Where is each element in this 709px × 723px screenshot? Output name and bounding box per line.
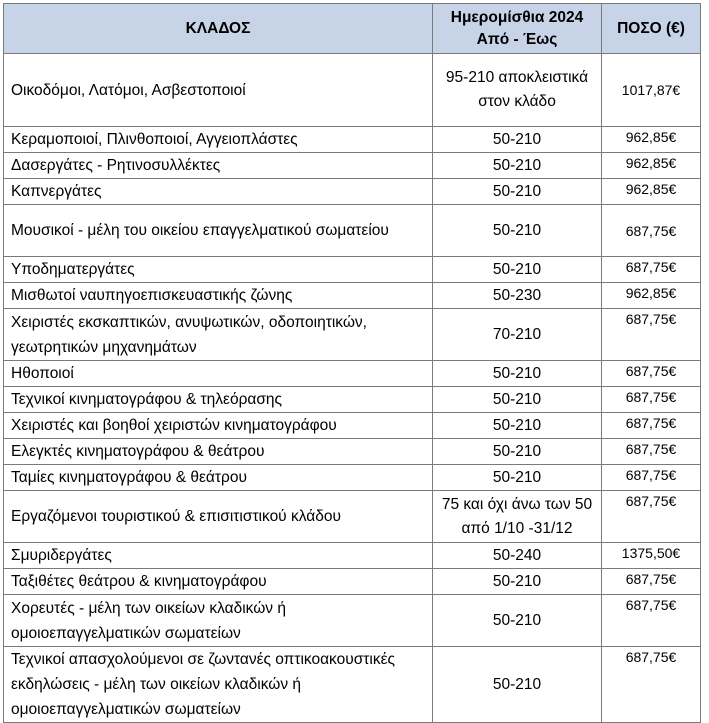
wage-range-cell: 50-210 (433, 465, 602, 491)
amount-cell: 687,75€ (602, 465, 701, 491)
sector-cell: Μισθωτοί ναυπηγοεπισκευαστικής ζώνης (4, 283, 433, 309)
table-row (4, 595, 701, 647)
wage-range-cell: 75 και όχι άνω των 50 από 1/10 -31/12 (433, 491, 602, 543)
table-row (4, 569, 701, 595)
sector-cell: Ταξιθέτες θεάτρου & κινηματογράφου (4, 569, 433, 595)
wage-range-cell: 50-210 (433, 647, 602, 723)
amount-cell: 687,75€ (602, 647, 701, 723)
table-row (4, 283, 701, 309)
sector-cell: Ταμίες κινηματογράφου & θεάτρου (4, 465, 433, 491)
wage-range-cell: 50-210 (433, 361, 602, 387)
sector-cell: Ελεγκτές κινηματογράφου & θεάτρου (4, 439, 433, 465)
amount-cell: 962,85€ (602, 127, 701, 153)
sector-cell: Σμυριδεργάτες (4, 543, 433, 569)
amount-cell: 1017,87€ (602, 54, 701, 127)
amount-cell: 687,75€ (602, 309, 701, 361)
header-wages-line1: Ημερομίσθια 2024 (450, 8, 584, 26)
table-row (4, 179, 701, 205)
table-header-row (4, 4, 701, 54)
sector-cell: Κεραμοποιοί, Πλινθοποιοί, Αγγειοπλάστες (4, 127, 433, 153)
amount-cell: 687,75€ (602, 413, 701, 439)
table-row (4, 361, 701, 387)
wage-range-cell: 50-210 (433, 179, 602, 205)
amount-cell: 962,85€ (602, 283, 701, 309)
wage-range-cell: 50-210 (433, 127, 602, 153)
table-row (4, 205, 701, 257)
wage-range-cell: 50-240 (433, 543, 602, 569)
wage-range-cell: 50-230 (433, 283, 602, 309)
amount-cell: 687,75€ (602, 569, 701, 595)
sector-cell: Χειριστές και βοηθοί χειριστών κινηματογράφου (4, 413, 433, 439)
wage-range-cell: 50-210 (433, 205, 602, 257)
wage-range-cell: 50-210 (433, 439, 602, 465)
table-row (4, 647, 701, 723)
amount-cell: 687,75€ (602, 387, 701, 413)
table-row (4, 465, 701, 491)
wage-range-cell: 50-210 (433, 257, 602, 283)
wage-range-cell: 50-210 (433, 595, 602, 647)
wages-table (3, 3, 701, 723)
amount-cell: 962,85€ (602, 153, 701, 179)
amount-cell: 687,75€ (602, 361, 701, 387)
sector-cell: Χορευτές - μέλη των οικείων κλαδικών ή ομοιοεπαγγελματικών σωματείων (4, 595, 433, 647)
sector-cell: Μουσικοί - μέλη του οικείου επαγγελματικού σωματείου (4, 205, 433, 257)
wage-range-cell: 50-210 (433, 569, 602, 595)
amount-cell: 687,75€ (602, 491, 701, 543)
table-row (4, 543, 701, 569)
amount-cell: 687,75€ (602, 257, 701, 283)
sector-cell: Οικοδόμοι, Λατόμοι, Ασβεστοποιοί (4, 54, 433, 127)
sector-cell: Εργαζόμενοι τουριστικού & επισιτιστικού κλάδου (4, 491, 433, 543)
table-row (4, 387, 701, 413)
wage-range-cell: 70-210 (433, 309, 602, 361)
sector-cell: Ηθοποιοί (4, 361, 433, 387)
amount-cell: 1375,50€ (602, 543, 701, 569)
amount-cell: 687,75€ (602, 595, 701, 647)
header-wages (433, 4, 602, 54)
table-row (4, 153, 701, 179)
sector-cell: Καπνεργάτες (4, 179, 433, 205)
table-row (4, 257, 701, 283)
wage-range-cell: 50-210 (433, 387, 602, 413)
header-sector: ΚΛΑΔΟΣ (4, 4, 433, 54)
amount-cell: 962,85€ (602, 179, 701, 205)
wage-range-cell: 95-210 αποκλειστικά στον κλάδο (433, 54, 602, 127)
wage-range-cell: 50-210 (433, 413, 602, 439)
table-row (4, 439, 701, 465)
table-row (4, 413, 701, 439)
table-row (4, 54, 701, 127)
amount-cell: 687,75€ (602, 439, 701, 465)
sector-cell: Τεχνικοί απασχολούμενοι σε ζωντανές οπτικοακουστικές εκδηλώσεις - μέλη των οικείων κλαδικών ή ομοιοεπαγγελματικών σωματείων (4, 647, 433, 723)
header-amount: ΠΟΣΟ (€) (602, 4, 701, 54)
sector-cell: Δασεργάτες - Ρητινοσυλλέκτες (4, 153, 433, 179)
sector-cell: Υποδηματεργάτες (4, 257, 433, 283)
table-row (4, 309, 701, 361)
table-row (4, 127, 701, 153)
sector-cell: Χειριστές εκσκαπτικών, ανυψωτικών, οδοποιητικών, γεωτρητικών μηχανημάτων (4, 309, 433, 361)
sector-cell: Τεχνικοί κινηματογράφου & τηλεόρασης (4, 387, 433, 413)
table-row (4, 491, 701, 543)
header-wages-line2: Από - Έως (476, 30, 558, 48)
amount-cell: 687,75€ (602, 205, 701, 257)
wage-range-cell: 50-210 (433, 153, 602, 179)
